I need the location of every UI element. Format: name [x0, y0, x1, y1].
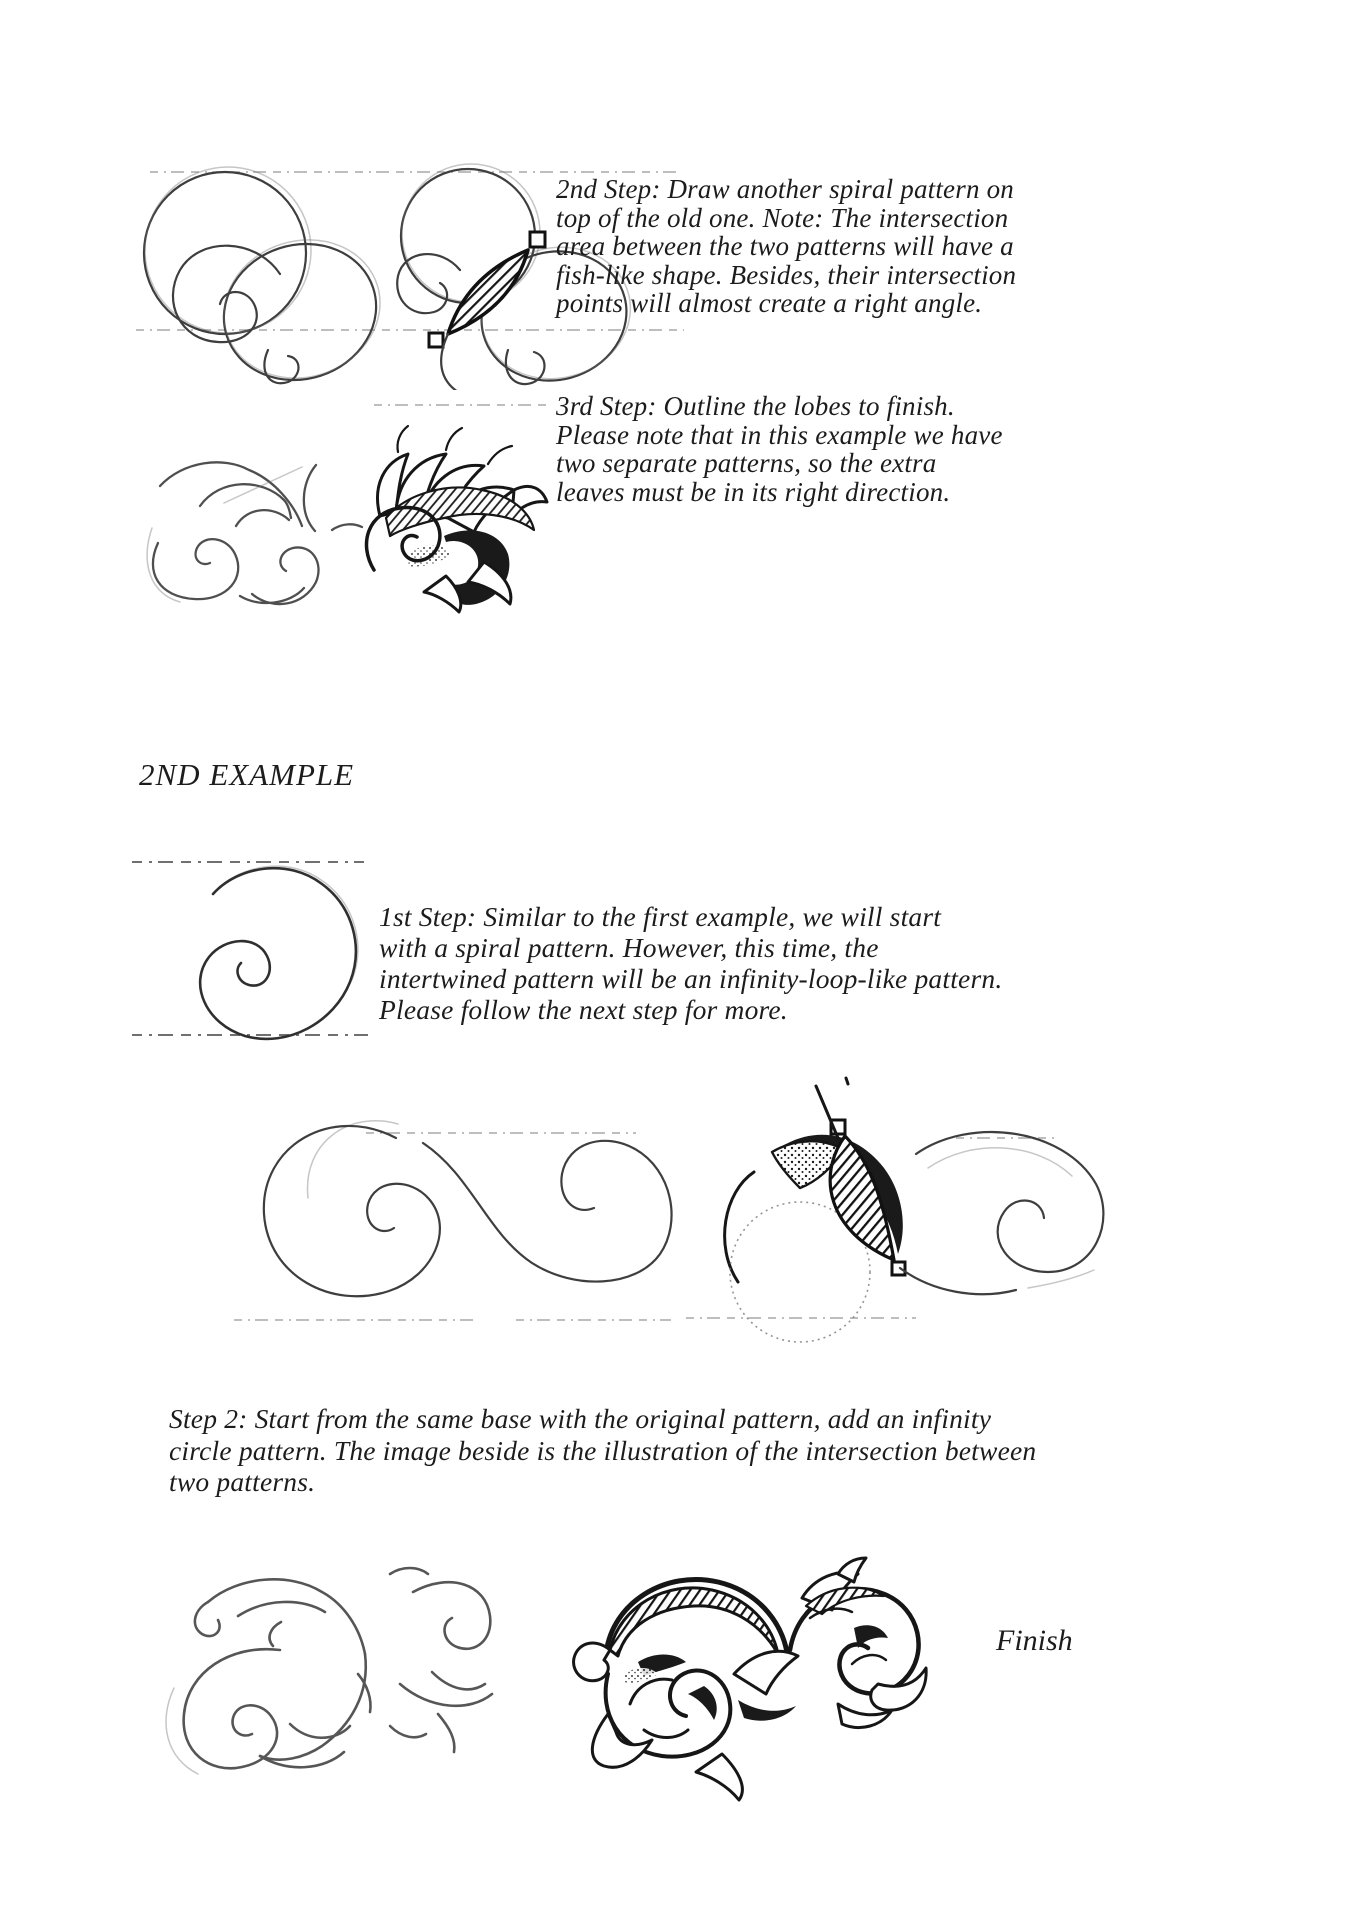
- text-line: area between the two patterns will have a: [556, 231, 1014, 261]
- text-line: Please follow the next step for more.: [379, 994, 788, 1025]
- infinity-swirl-pair-illustration: [216, 1076, 1116, 1388]
- text-line: with a spiral pattern. However, this time, the: [379, 932, 879, 963]
- outlined-scroll-pair-illustration: [128, 366, 552, 616]
- base-spiral-illustration: [126, 846, 370, 1062]
- second-example-step2-text: [169, 1403, 1036, 1498]
- text-line: two patterns.: [169, 1466, 316, 1497]
- second-example-heading: 2ND EXAMPLE: [139, 757, 355, 792]
- text-line: 2nd Step: Draw another spiral pattern on: [556, 174, 1014, 204]
- text-line: leaves must be in its right direction.: [556, 476, 951, 507]
- text-line: two separate patterns, so the extra: [556, 448, 937, 478]
- second-example-step1-text: [379, 901, 1002, 1025]
- finish-label: Finish: [996, 1624, 1073, 1657]
- final-scroll-pair-illustration: [138, 1554, 928, 1866]
- text-line: top of the old one. Note: The intersection: [556, 202, 1009, 233]
- text-line: fish-like shape. Besides, their intersection: [556, 259, 1017, 290]
- text-line: Please note that in this example we have: [556, 419, 1003, 450]
- text-line: points will almost create a right angle.: [556, 288, 983, 318]
- first-example-step3-text: [556, 392, 1003, 506]
- text-line: 3rd Step: Outline the lobes to finish.: [556, 391, 955, 421]
- text-line: intertwined pattern will be an infinity-loop-like pattern.: [379, 963, 1003, 994]
- text-line: Step 2: Start from the same base with the original pattern, add an infinity: [169, 1403, 992, 1434]
- text-line: circle pattern. The image beside is the illustration of the intersection between: [169, 1434, 1037, 1466]
- first-example-step2-text: [556, 175, 1016, 318]
- text-line: 1st Step: Similar to the first example, we will start: [379, 901, 942, 932]
